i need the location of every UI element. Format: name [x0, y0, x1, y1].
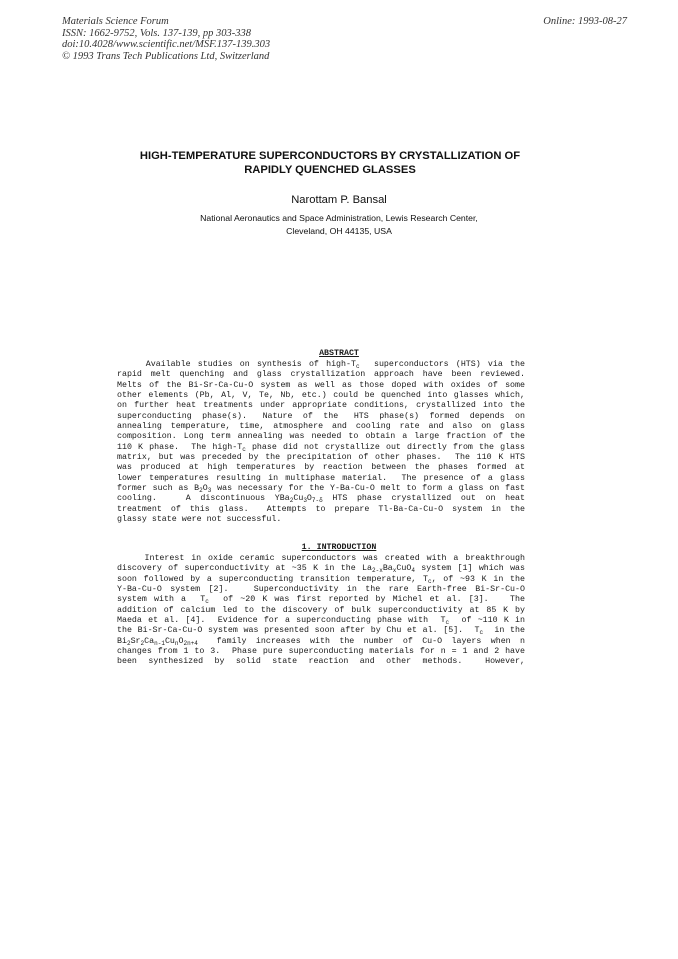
affiliation-line-2: Cleveland, OH 44135, USA — [286, 226, 392, 236]
journal-header — [62, 16, 270, 62]
abstract-line: on further heat treatments under appropriate conditions, crystallized into the — [117, 401, 525, 411]
abstract-line: other elements (Pb, Al, V, Te, Nb, etc.) could be quenched into glasses which, — [117, 391, 525, 401]
introduction-body — [117, 554, 525, 668]
abstract-heading: ABSTRACT — [319, 349, 359, 358]
abstract-line: matrix, but was preceded by the precipitation of other phases. The 110 K HTS — [117, 453, 525, 463]
abstract-line: Available studies on synthesis of high-$T_c$ superconductors (HTS) via the — [117, 360, 525, 370]
online-date: Online: 1993-08-27 — [543, 16, 627, 27]
title-line-1: HIGH-TEMPERATURE SUPERCONDUCTORS BY CRYSTALLIZATION OF — [139, 150, 521, 162]
doi-line[interactable]: doi:10.4028/www.scientific.net/MSF.137-139.303 — [62, 39, 271, 50]
abstract-line: composition. Long term annealing was needed to obtain a large fraction of the — [117, 432, 525, 442]
abstract-line: annealing temperature, time, atmosphere and cooling rate and also on glass — [117, 422, 525, 432]
abstract-line: lower temperatures resulting in multiphase material. The presence of a glass — [117, 473, 525, 483]
intro-line: Maeda et al. [4]. Evidence for a superconducting phase with $T_c$ of ~110 K in — [117, 616, 525, 627]
intro-line: Interest in oxide ceramic superconductors was created with a breakthrough — [117, 554, 525, 563]
abstract-line: treatment of this glass. Attempts to prepare Tl-Ba-Ca-Cu-O system in the — [117, 504, 525, 514]
abstract-line: cooling. A discontinuous $YBa_2Cu_3O_{7-\delta}$ HTS phase crystallized out on heat — [117, 494, 526, 505]
intro-line: system with a $T_c$ of ~20 K was first reported by Michel et al. [3]. The — [117, 595, 525, 606]
issn-line: ISSN: 1662-9752, Vols. 137-139, pp 303-338 — [62, 27, 251, 39]
intro-line: the Bi-Sr-Ca-Cu-O system was presented soon after by Chu et al. [5]. $T_c$ in the — [117, 626, 525, 637]
affiliation — [0, 212, 678, 238]
journal-name: Materials Science Forum — [62, 16, 169, 27]
title-line-2: RAPIDLY QUENCHED GLASSES — [244, 164, 416, 176]
abstract-line: rapid melt quenching and glass crystallization approach have been reviewed. — [117, 370, 525, 380]
intro-line: soon followed by a superconducting transition temperature, $T_c$, of ~93 K in the — [117, 574, 525, 585]
intro-line: discovery of superconductivity at ~35 K in the $La_{2-x}Ba_xCuO_4$ system [1] which was — [117, 564, 526, 575]
intro-line: changes from 1 to 3. Phase pure superconducting materials for n = 1 and 2 have — [117, 647, 525, 657]
abstract-body — [117, 360, 525, 526]
abstract-line: glassy state were not successful. — [117, 515, 282, 525]
author-name: Narottam P. Bansal — [291, 194, 387, 206]
intro-line: addition of calcium led to the discovery of bulk superconductivity at 85 K by — [117, 605, 525, 615]
intro-line: been synthesized by solid state reaction and other methods. However, — [117, 657, 525, 667]
abstract-line: former such as $B_2O_3$ was necessary for the Y-Ba-Cu-O melt to form a glass on fast — [117, 484, 525, 495]
intro-line: Y-Ba-Cu-O system [2]. Superconductivity in the rare Earth-free Bi-Sr-Cu-O — [117, 585, 525, 595]
abstract-line: 110 K phase. The high-$T_c$ phase did not crystallize out directly from the glass — [117, 442, 525, 453]
abstract-line: was produced at high temperatures by reaction between the phases formed at — [117, 463, 525, 473]
affiliation-line-1: National Aeronautics and Space Administration, Lewis Research Center, — [200, 213, 478, 223]
intro-line: $Bi_2Sr_2Ca_{n-1}Cu_nO_{2n+4}$ family increases with the number of Cu-O layers when n — [117, 636, 525, 647]
abstract-line: Melts of the Bi-Sr-Ca-Cu-O system as well as those doped with oxides of some — [117, 380, 525, 390]
introduction-heading: 1. INTRODUCTION — [301, 543, 377, 552]
copyright-line: © 1993 Trans Tech Publications Ltd, Switzerland — [62, 50, 270, 62]
paper-title — [100, 149, 560, 177]
abstract-line: superconducting phase(s). Nature of the HTS phase(s) formed depends on — [117, 411, 525, 421]
